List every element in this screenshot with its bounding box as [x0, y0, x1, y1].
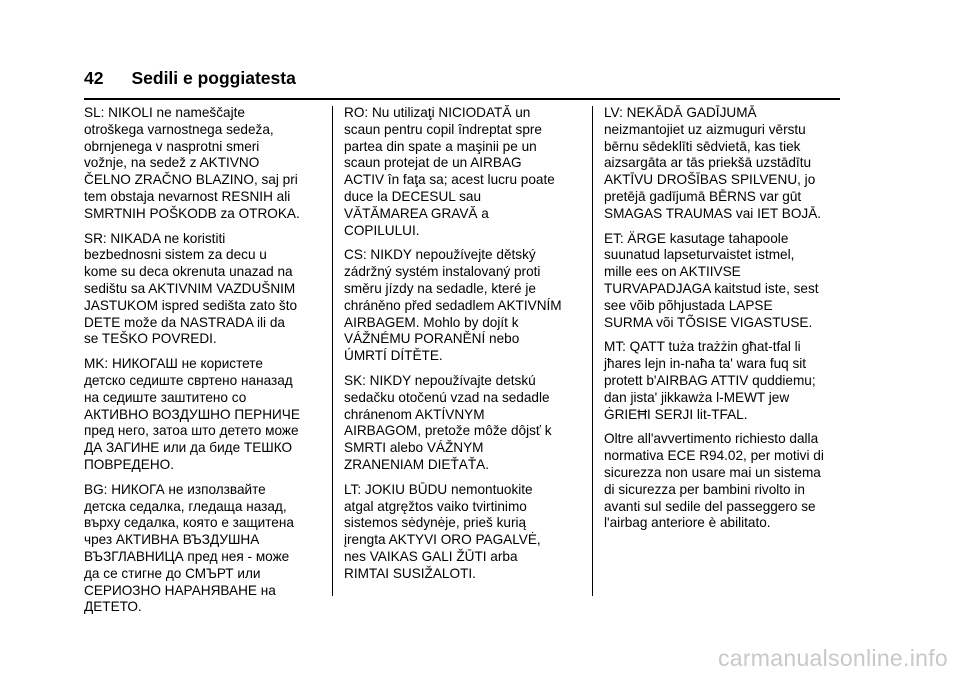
- text-line: COPILULUI.: [344, 222, 420, 238]
- text-line: TURVAPADJAGA kaitstud iste, sest: [604, 280, 819, 296]
- text-line: ĠRIEĦI SERJI lit-TFAL.: [604, 406, 748, 422]
- text-line: ДЕТЕТО.: [84, 599, 142, 615]
- text-line: bērnu sēdeklīti sēdvietā, kas tiek: [604, 138, 801, 154]
- text-line: LT: JOKIU BŪDU nemontuokite: [344, 481, 533, 497]
- warning-paragraph: [604, 231, 840, 332]
- text-line: детска седалка, гледаща назад,: [84, 498, 287, 514]
- text-line: sedačku otočenú vzad na sedadle: [344, 389, 550, 405]
- text-line: RIMTAI SUSIŽALOTI.: [344, 565, 476, 581]
- warning-paragraph: [604, 105, 840, 223]
- column-divider-2: [592, 106, 593, 596]
- warning-paragraph: [84, 105, 320, 223]
- text-line: směru jízdy na sedadle, které je: [344, 280, 536, 296]
- text-line: zádržný systém instalovaný proti: [344, 264, 541, 280]
- text-line: atgal atgręžtos vaiko tvirtinimo: [344, 498, 527, 514]
- text-line: se TEŠKO POVREDI.: [84, 331, 217, 347]
- text-line: JASTUKOM ispred sedišta zato što: [84, 297, 298, 313]
- text-line: AIRBAGEM. Mohlo by dojít k: [344, 314, 519, 330]
- text-line: ÚMRTÍ DÍTĚTE.: [344, 348, 443, 364]
- warning-paragraph: [344, 247, 580, 365]
- text-line: SMRTNIH POŠKODB za OTROKA.: [84, 205, 300, 221]
- text-line: на седиште заштитено со: [84, 389, 247, 405]
- text-line: dan jista' jikkawża l-MEWT jew: [604, 389, 790, 405]
- text-line: ČELNO ZRAČNO BLAZINO, saj pri: [84, 172, 298, 188]
- text-line: LV: NEKĀDĀ GADĪJUMĀ: [604, 105, 757, 120]
- text-line: чрез АКТИВНА ВЪЗДУШНА: [84, 532, 260, 548]
- text-line: CS: NIKDY nepoužívejte dětský: [344, 247, 536, 263]
- text-line: Oltre all'avvertimento richiesto dalla: [604, 431, 819, 447]
- text-line: SL: NIKOLI ne nameščajte: [84, 105, 245, 120]
- text-line: sicurezza non usare mai un sistema: [604, 464, 821, 480]
- text-line: l'airbag anteriore è abilitato.: [604, 515, 771, 531]
- warning-paragraph: [604, 339, 840, 423]
- text-line: protett b'AIRBAG ATTIV quddiemu;: [604, 372, 816, 388]
- text-line: mille ees on AKTIIVSE: [604, 264, 741, 280]
- text-line: avanti sul sedile del passeggero se: [604, 498, 816, 514]
- text-line: AIRBAGOM, pretože môže dôjsť k: [344, 423, 552, 439]
- text-column-2: [344, 105, 580, 591]
- text-line: bezbednosni sistem za decu u: [84, 247, 267, 263]
- text-line: aizsargāta ar tās priekšā uzstādītu: [604, 155, 812, 171]
- text-line: SMAGAS TRAUMAS vai IET BOJĀ.: [604, 205, 822, 221]
- text-line: SMRTI alebo VÁŽNYM: [344, 440, 484, 456]
- warning-paragraph: [344, 482, 580, 583]
- text-line: SK: NIKDY nepoužívajte detskú: [344, 372, 536, 388]
- text-line: suunatud lapseturvaistet istmel,: [604, 247, 795, 263]
- text-line: nes VAIKAS GALI ŽŪTI arba: [344, 548, 518, 564]
- text-line: duce la DECESUL sau: [344, 188, 482, 204]
- text-line: tem obstaja nevarnost RESNIH ali: [84, 188, 291, 204]
- header-rule: [84, 98, 840, 100]
- text-line: VĂTĂMAREA GRAVĂ a: [344, 205, 489, 221]
- text-line: obrnjenega v nasprotni smeri: [84, 138, 260, 154]
- text-line: AKTĪVU DROŠĪBAS SPILVENU, jo: [604, 172, 816, 188]
- text-line: vožnje, na sedež z AKTIVNO: [84, 155, 260, 171]
- text-line: sedištu sa AKTIVNIM VAZDUŠNIM: [84, 280, 296, 296]
- warning-paragraph: [604, 431, 840, 532]
- text-line: MK: НИКОГАШ не користете: [84, 356, 263, 372]
- text-line: ZRANENIAM DIEŤAŤA.: [344, 456, 490, 472]
- text-line: да се стигне до СМЪРТ или: [84, 565, 261, 581]
- text-column-1: [84, 105, 320, 624]
- text-line: върху седалка, която е защитена: [84, 515, 294, 531]
- text-line: ВЪЗГЛАВНИЦА пред нея - може: [84, 548, 290, 564]
- text-line: di sicurezza per bambini rivolto in: [604, 481, 805, 497]
- warning-paragraph: [344, 373, 580, 474]
- text-line: SR: NIKADA ne koristiti: [84, 230, 226, 246]
- text-line: see võib põhjustada LAPSE: [604, 297, 773, 313]
- text-line: scaun pentru copil îndreptat spre: [344, 121, 542, 137]
- text-line: sistemos sėdynėje, prieš kurią: [344, 515, 527, 531]
- page-header: [84, 68, 296, 89]
- text-line: детско седиште свртено наназад: [84, 372, 293, 388]
- text-column-3: [604, 105, 840, 540]
- text-line: VÁŽNÉMU PORANĚNÍ nebo: [344, 331, 520, 347]
- text-line: scaun protejat de un AIRBAG: [344, 155, 522, 171]
- section-title: Sedili e poggiatesta: [131, 68, 296, 88]
- text-line: neizmantojiet uz aizmuguri vērstu: [604, 121, 806, 137]
- text-line: ACTIV în faţa sa; acest lucru poate: [344, 172, 555, 188]
- warning-paragraph: [84, 482, 320, 616]
- text-line: СЕРИОЗНО НАРАНЯВАНЕ на: [84, 582, 276, 598]
- text-line: chráněno před sedadlem AKTIVNÍM: [344, 297, 562, 313]
- page-number: 42: [84, 68, 104, 88]
- text-line: jħares lejn in-naħa ta' wara fuq sit: [604, 356, 807, 372]
- text-line: kome su deca okrenuta unazad na: [84, 264, 293, 280]
- watermark: carmanualsonline.info: [717, 645, 948, 671]
- text-line: RO: Nu utilizaţi NICIODATĂ un: [344, 105, 531, 120]
- text-line: ET: ÄRGE kasutage tahapoole: [604, 230, 789, 246]
- text-line: АКТИВНО ВОЗДУШНО ПЕРНИЧЕ: [84, 406, 300, 422]
- text-line: DETE može da NASTRADA ili da: [84, 314, 285, 330]
- warning-paragraph: [344, 105, 580, 239]
- text-line: pretējā gadījumā BĒRNS var gūt: [604, 188, 802, 204]
- warning-paragraph: [84, 356, 320, 474]
- text-line: ДА ЗАГИНЕ или да биде ТЕШКО: [84, 440, 293, 456]
- text-line: SURMA või TÕSISE VIGASTUSE.: [604, 314, 813, 330]
- text-line: partea din spate a maşinii pe un: [344, 138, 537, 154]
- text-line: пред него, затоа што детето може: [84, 423, 299, 439]
- text-line: otroškega varnostnega sedeža,: [84, 121, 274, 137]
- text-line: BG: НИКОГА не използвайте: [84, 481, 266, 497]
- text-line: įrengta AKTYVI ORO PAGALVĖ,: [344, 532, 541, 548]
- column-divider-1: [332, 106, 333, 596]
- text-line: normativa ECE R94.02, per motivi di: [604, 448, 824, 464]
- text-line: ПОВРЕДЕНО.: [84, 456, 174, 472]
- warning-paragraph: [84, 231, 320, 349]
- text-line: chránenom AKTÍVNYM: [344, 406, 485, 422]
- text-line: MT: QATT tuża trażżin għat-tfal li: [604, 339, 801, 355]
